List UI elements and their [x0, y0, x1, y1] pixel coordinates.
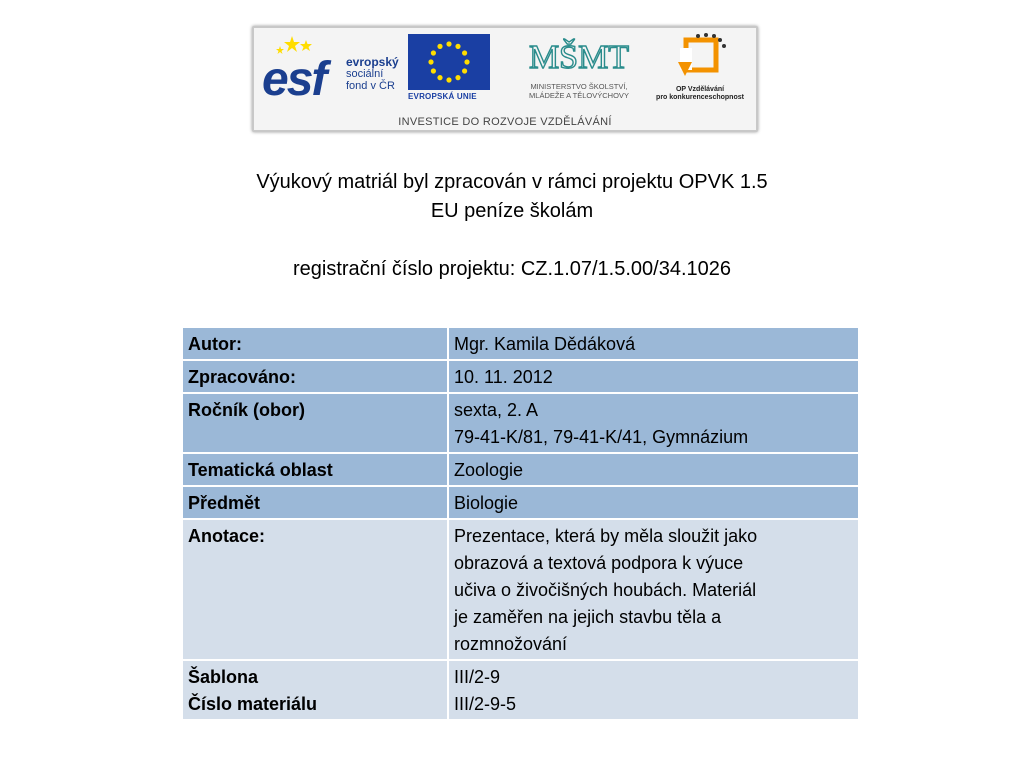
row-label [182, 393, 448, 453]
row-value [448, 660, 859, 720]
row-value-line: rozmnožování [454, 634, 568, 654]
table-row [182, 453, 859, 486]
row-label-line: Předmět [188, 493, 261, 513]
eu-logo [408, 34, 496, 108]
op-logo [650, 30, 750, 110]
table-row [182, 660, 859, 720]
row-value [448, 519, 859, 660]
table-row [182, 519, 859, 660]
info-table [181, 326, 860, 721]
row-label [182, 327, 448, 360]
esf-mark: esf [262, 53, 326, 106]
intro-text [0, 168, 1024, 284]
table-row [182, 393, 859, 453]
row-value [448, 486, 859, 519]
table-row [182, 486, 859, 519]
esf-logo [262, 34, 410, 106]
row-value-line: je zaměřen na jejich stavbu těla a [454, 607, 722, 627]
logo-banner [252, 26, 758, 132]
row-label [182, 360, 448, 393]
esf-text: evropský sociální fond v ČR [346, 55, 399, 92]
op-emblem-icon [670, 32, 730, 86]
eu-label: EVROPSKÁ UNIE [408, 92, 477, 101]
table-row [182, 327, 859, 360]
row-value-line: Prezentace, která by měla sloužit jako [454, 526, 758, 546]
row-label-line: Anotace: [188, 526, 266, 546]
row-label [182, 453, 448, 486]
op-text: OP Vzdělávání pro konkurenceschopnost [656, 86, 744, 101]
row-label [182, 660, 448, 720]
row-label [182, 519, 448, 660]
row-value [448, 453, 859, 486]
row-value-line: III/2-9-5 [454, 694, 517, 714]
table-row [182, 360, 859, 393]
intro-line-1: Výukový matriál byl zpracován v rámci projektu OPVK 1.5 [256, 171, 768, 193]
row-value [448, 393, 859, 453]
row-label-line: Šablona [188, 667, 259, 687]
banner-tagline: INVESTICE DO ROZVOJE VZDĚLÁVÁNÍ [398, 116, 612, 128]
row-label-line: Zpracováno: [188, 367, 297, 387]
row-label-line: Tematická oblast [188, 460, 333, 480]
row-value-line: sexta, 2. A [454, 400, 539, 420]
row-label-line: Číslo materiálu [188, 694, 318, 714]
row-value [448, 327, 859, 360]
msmt-logo [504, 30, 654, 108]
msmt-text: MINISTERSTVO ŠKOLSTVÍ, MLÁDEŽE A TĚLOVÝCHOVY [529, 82, 629, 100]
intro-line-2: EU peníze školám [430, 200, 594, 222]
registration-number: registrační číslo projektu: CZ.1.07/1.5.00/34.1026 [292, 258, 732, 280]
row-value-line: III/2-9 [454, 667, 501, 687]
eu-flag-icon [408, 34, 490, 90]
row-value-line: Mgr. Kamila Dědáková [454, 334, 636, 354]
row-value-line: Zoologie [454, 460, 524, 480]
row-value-line: 79-41-K/81, 79-41-K/41, Gymnázium [454, 427, 749, 447]
row-value-line: 10. 11. 2012 [454, 367, 553, 387]
row-label-line: Autor: [188, 334, 242, 354]
msmt-mark-icon [528, 30, 630, 80]
row-value-line: obrazová a textová podpora k výuce [454, 553, 744, 573]
svg-text:MŠMT: MŠMT [528, 39, 630, 76]
row-value-line: Biologie [454, 493, 519, 513]
row-label [182, 486, 448, 519]
row-value-line: učiva o živočišných houbách. Materiál [454, 580, 757, 600]
row-value [448, 360, 859, 393]
row-label-line: Ročník (obor) [188, 400, 305, 420]
